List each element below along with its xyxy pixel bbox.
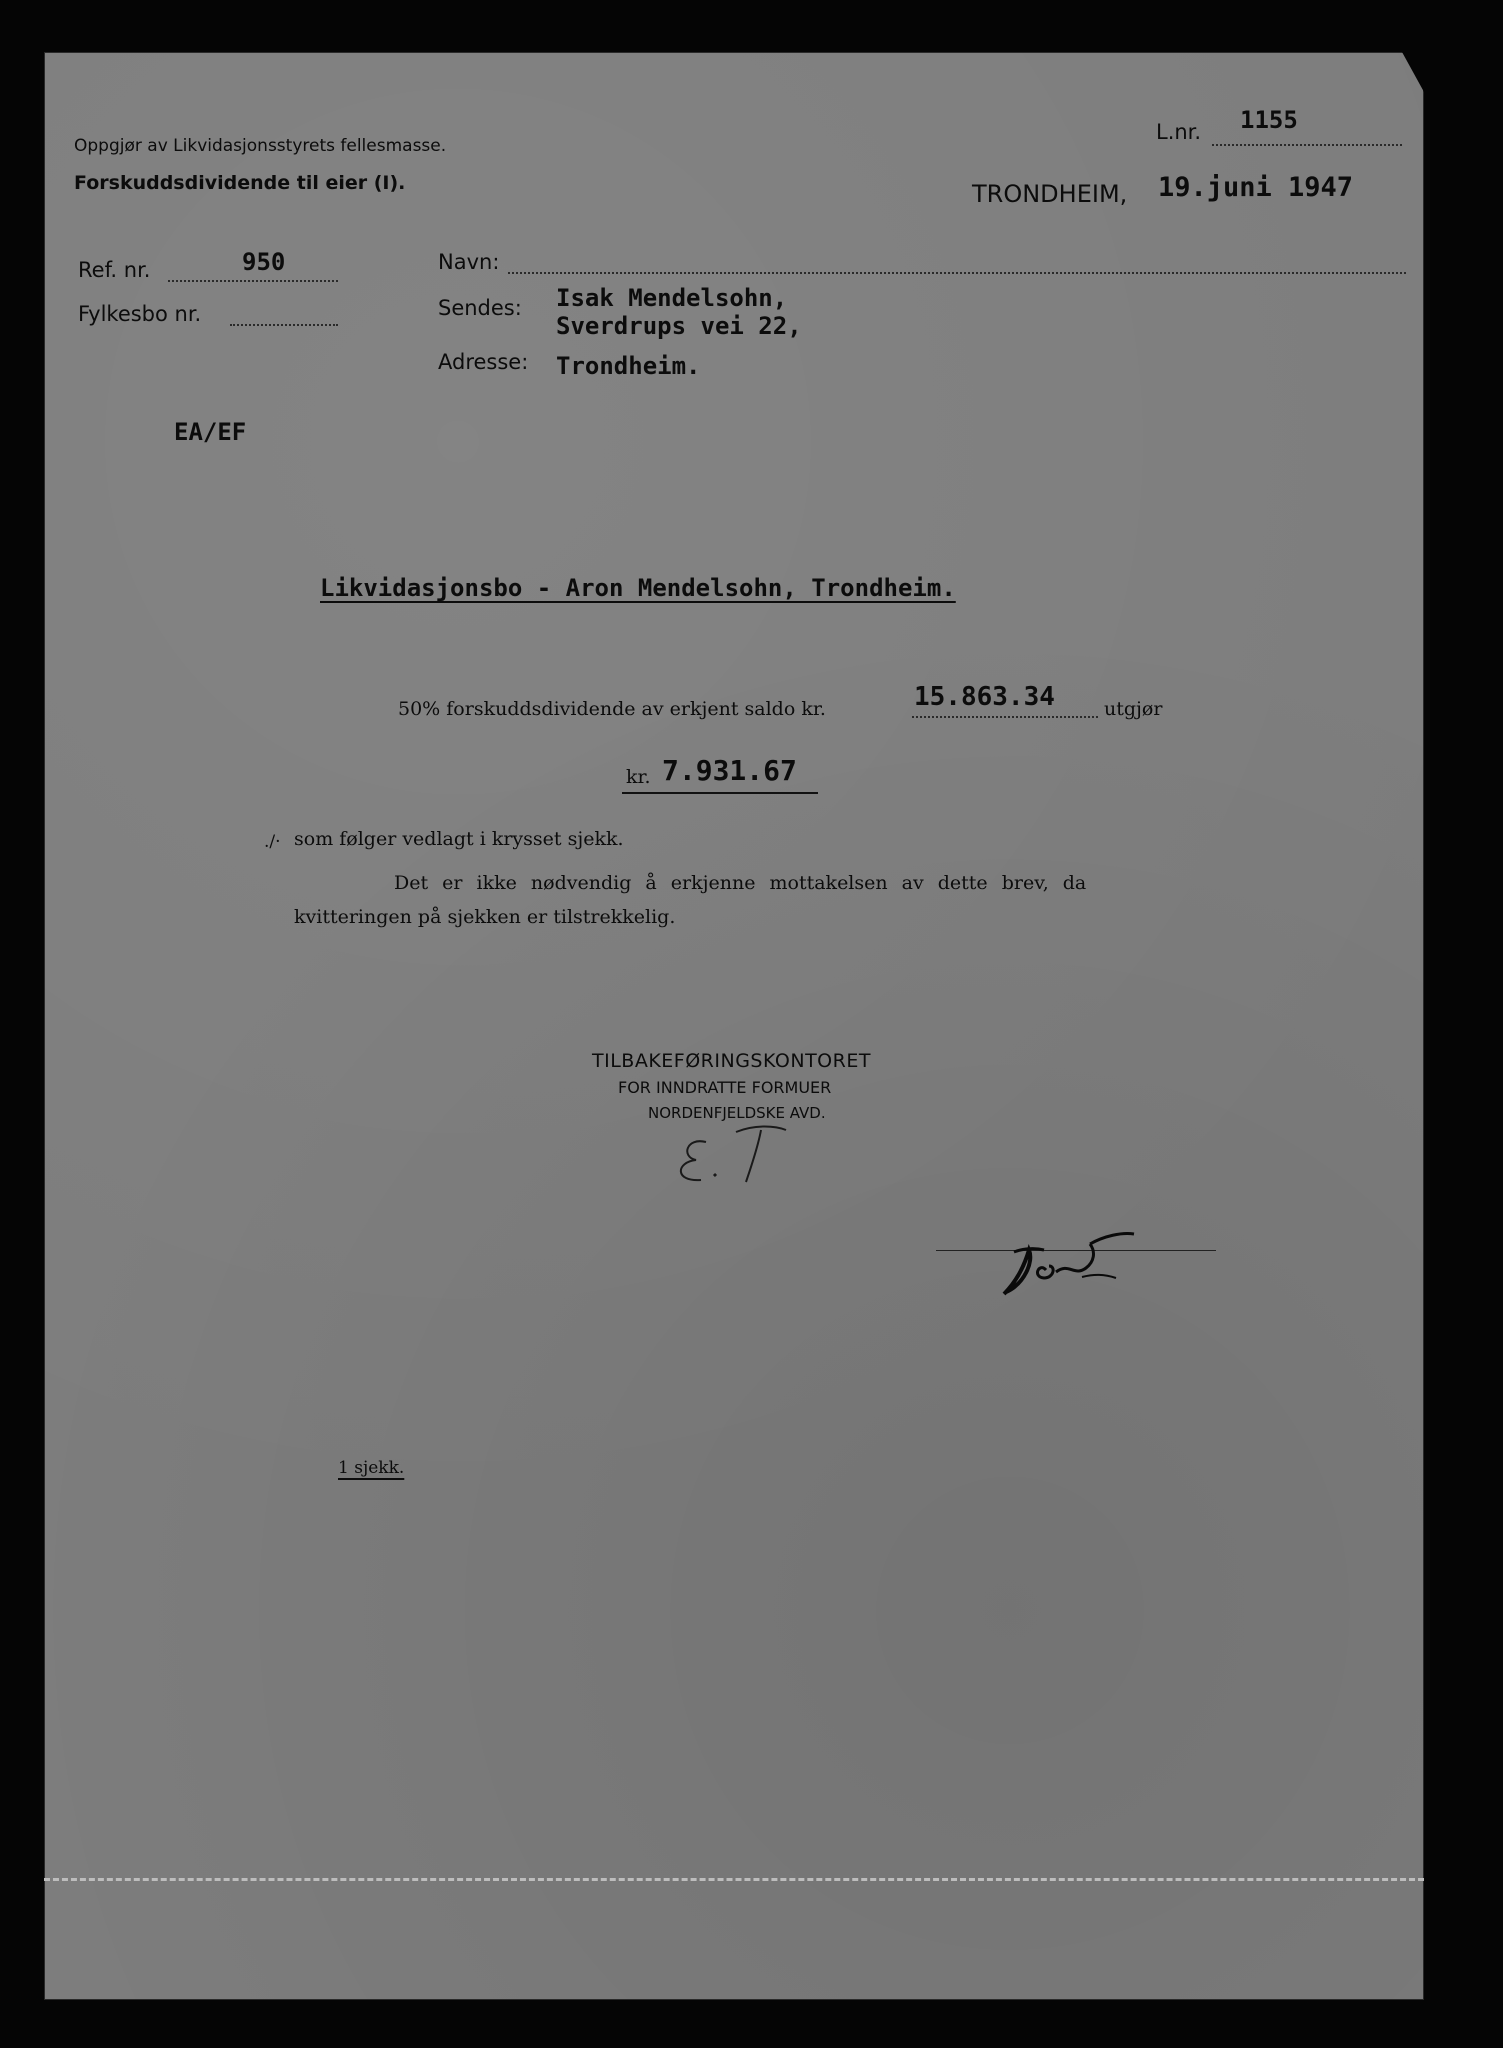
paragraph-line-2: kvitteringen på sjekken er tilstrekkelig. bbox=[294, 906, 676, 928]
lnr-value: 1155 bbox=[1240, 106, 1298, 134]
enclosure-mark: ./· bbox=[264, 832, 281, 852]
enclosure-note: 1 sjekk. bbox=[338, 1458, 405, 1478]
office-line-3: NORDENFJELDSKE AVD. bbox=[648, 1104, 826, 1122]
recipient-name: Isak Mendelsohn, bbox=[556, 284, 788, 312]
recipient-street: Sverdrups vei 22, bbox=[556, 312, 802, 340]
saldo-amount: 15.863.34 bbox=[914, 682, 1055, 712]
amount-underline bbox=[622, 792, 818, 794]
place-label: TRONDHEIM, bbox=[972, 180, 1128, 208]
dividend-amount: 7.931.67 bbox=[662, 754, 797, 787]
sendes-label: Sendes: bbox=[438, 296, 522, 320]
lnr-label: L.nr. bbox=[1156, 120, 1202, 144]
subject-line: Likvidasjonsbo - Aron Mendelsohn, Trondheim. bbox=[320, 574, 956, 602]
header-line-1: Oppgjør av Likvidasjonsstyrets fellesmasse. bbox=[74, 136, 447, 156]
handwritten-initials bbox=[666, 1112, 806, 1192]
typist-initials: EA/EF bbox=[174, 418, 247, 446]
signature bbox=[994, 1222, 1194, 1312]
folded-corner bbox=[1402, 52, 1424, 92]
kr-label: kr. bbox=[626, 766, 651, 788]
utgjor-text: utgjør bbox=[1104, 698, 1163, 720]
perforation-line bbox=[44, 1878, 1424, 1881]
document-page bbox=[44, 52, 1424, 2000]
header-line-2: Forskuddsdividende til eier (I). bbox=[74, 172, 406, 194]
ref-dotted-line bbox=[168, 280, 338, 282]
dividend-text: 50% forskuddsdividende av erkjent saldo kr. bbox=[398, 698, 826, 720]
letter-date: 19.juni 1947 bbox=[1158, 172, 1354, 203]
office-line-1: TILBAKEFØRINGSKONTORET bbox=[592, 1050, 871, 1072]
recipient-city: Trondheim. bbox=[556, 352, 701, 380]
navn-label: Navn: bbox=[438, 250, 500, 274]
ref-value: 950 bbox=[242, 248, 286, 276]
lnr-dotted-line bbox=[1212, 144, 1402, 146]
office-line-2: FOR INNDRATTE FORMUER bbox=[618, 1078, 832, 1097]
paragraph-line-1: Det er ikke nødvendig å erkjenne mottakelsen av dette brev, da bbox=[394, 872, 1087, 894]
navn-dotted-line bbox=[508, 272, 1406, 274]
fylkesbo-label: Fylkesbo nr. bbox=[78, 302, 202, 326]
adresse-label: Adresse: bbox=[438, 350, 529, 374]
ref-label: Ref. nr. bbox=[78, 258, 151, 282]
fylkesbo-dotted-line bbox=[230, 324, 338, 326]
saldo-dotted-line bbox=[912, 716, 1098, 718]
enclosed-text: som følger vedlagt i krysset sjekk. bbox=[294, 828, 624, 850]
